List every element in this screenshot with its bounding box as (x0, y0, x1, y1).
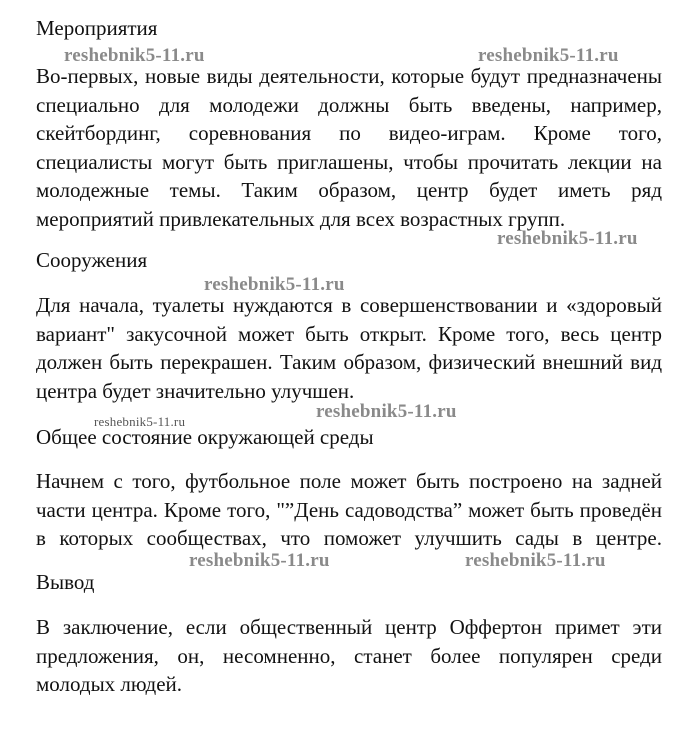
paragraph-line: специально для молодежи должны быть введены, например, (36, 92, 662, 117)
watermark: reshebnik5-11.ru (478, 45, 619, 66)
paragraph-line: центра будет значительно улучшен. (36, 378, 355, 403)
paragraph-line: вариант" закусочной может быть открыт. Кроме того, весь центр (36, 321, 662, 346)
section-paragraph-conclusion (36, 613, 662, 699)
watermark: reshebnik5-11.ru (94, 414, 186, 429)
section-paragraph-events (36, 62, 662, 233)
paragraph-line: части центра. Кроме того, "”День садоводства” может быть проведён (36, 497, 662, 522)
watermark: reshebnik5-11.ru (316, 401, 457, 422)
section-heading-events: Мероприятия (36, 16, 158, 40)
paragraph-line: в которых сообществах, что поможет улучшить сады в центре. (36, 526, 662, 550)
paragraph-line: молодых людей. (36, 672, 183, 696)
section-paragraph-environment (36, 467, 662, 553)
paragraph-line: предложения, он, несомненно, станет более популярен среди (36, 643, 662, 668)
watermark: reshebnik5-11.ru (465, 550, 606, 571)
section-heading-facilities: Сооружения (36, 248, 148, 272)
paragraph-line: Начнем с того, футбольное поле может быть построено на задней (36, 469, 662, 493)
section-heading-environment: Общее состояние окружающей среды (36, 425, 374, 449)
watermark: reshebnik5-11.ru (497, 228, 638, 249)
section-heading-conclusion: Вывод (36, 570, 95, 594)
paragraph-line: мероприятий привлекательных для всех возрастных групп. (36, 206, 566, 231)
watermark: reshebnik5-11.ru (189, 550, 330, 571)
paragraph-line: специалисты могут быть приглашены, чтобы прочитать лекции на (36, 149, 662, 174)
paragraph-line: В заключение, если общественный центр Оффертон примет эти (36, 615, 662, 639)
paragraph-line: молодежные темы. Таким образом, центр будет иметь ряд (36, 178, 662, 202)
section-paragraph-facilities (36, 291, 662, 405)
watermark: reshebnik5-11.ru (204, 274, 345, 295)
paragraph-line: Для начала, туалеты нуждаются в совершенствовании и «здоровый (36, 293, 662, 317)
paragraph-line: должен быть перекрашен. Таким образом, физический внешний вид (36, 350, 662, 374)
watermark: reshebnik5-11.ru (64, 45, 205, 66)
paragraph-line: скейтбординг, соревнования по видео-играм. Кроме того, (36, 121, 662, 145)
paragraph-line: Во-первых, новые виды деятельности, которые будут предназначены (36, 64, 662, 88)
